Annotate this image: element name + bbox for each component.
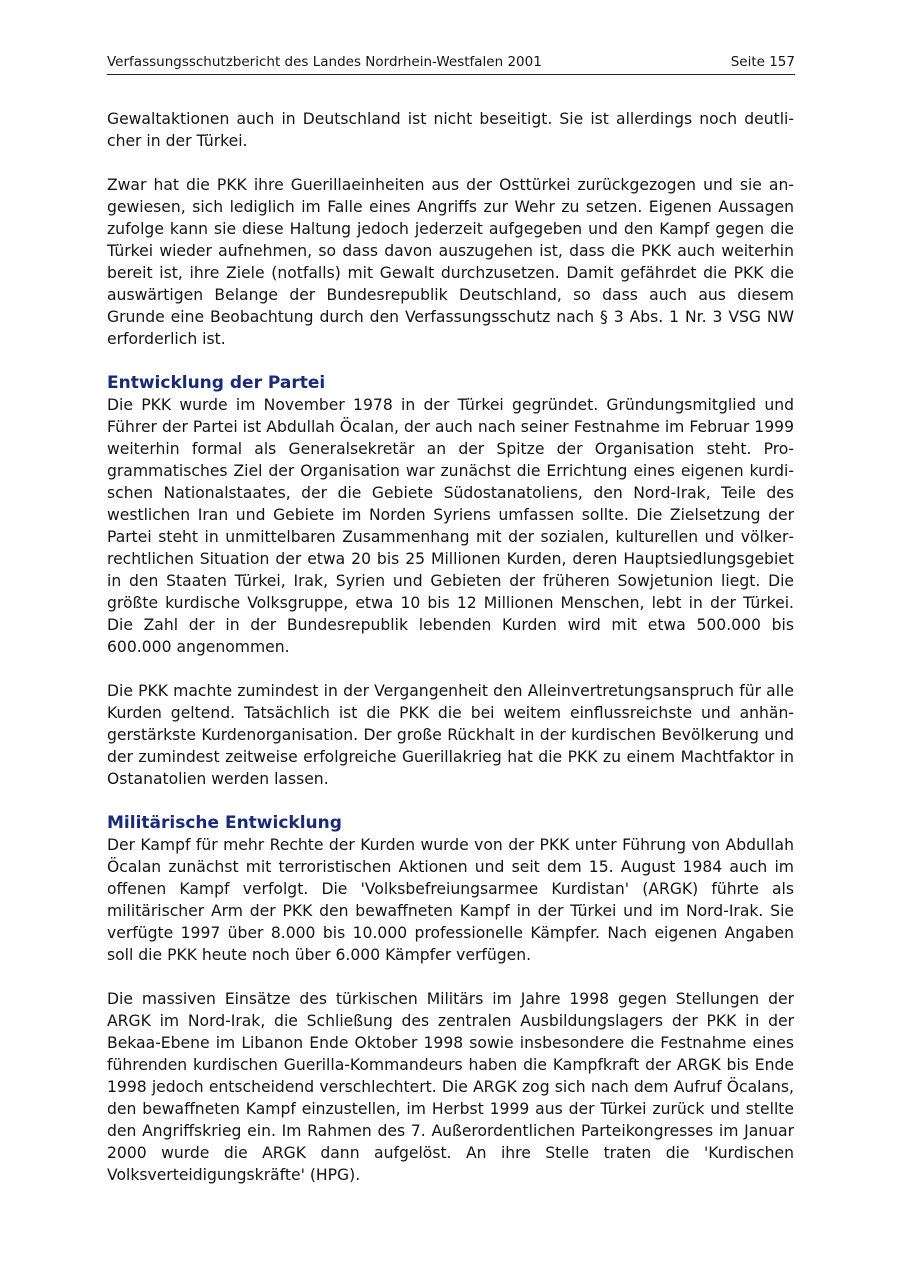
paragraph: Die PKK machte zumindest in der Vergangenheit den Alleinvertretungsanspruch für alle Kurden geltend. Tatsächlich ist die PKK die bei weitem einflussreichste und anhängerstärkste Kurdenorganisation. Der große Rückhalt in der kurdischen Bevölkerung und der zumindest zeitweise erfolgreiche Guerillakrieg hat die PKK zu einem Machtfaktor in Ostanatolien werden lassen. (107, 682, 794, 788)
paragraph: Zwar hat die PKK ihre Guerillaeinheiten aus der Osttürkei zurückgezogen und sie angewiesen, sich lediglich im Falle eines Angriffs zur Wehr zu setzen. Eigenen Aussagen zufolge kann sie diese Haltung jedoch jederzeit aufgegeben und den Kampf gegen die Türkei wieder aufnehmen, so dass davon auszugehen ist, dass die PKK auch weiterhin bereit ist, ihre Ziele (notfalls) mit Gewalt durchzusetzen. Damit gefährdet die PKK die auswärtigen Belange der Bundesrepublik Deutschland, so dass auch aus diesem Grunde eine Beobachtung durch den Verfassungsschutz nach § 3 Abs. 1 Nr. 3 VSG NW erforderlich ist. (107, 176, 794, 348)
document-body (107, 108, 794, 1186)
page-header (107, 52, 795, 75)
page-number: Seite 157 (730, 54, 795, 70)
paragraph: Die PKK wurde im November 1978 in der Türkei gegründet. Gründungsmitglied und Führer der Partei ist Abdullah Öcalan, der auch nach seiner Festnahme im Februar 1999 weiterhin formal als Generalsekretär an der Spitze der Organisation steht. Programmatisches Ziel der Organisation war zunächst die Errichtung eines eigenen kurdischen Nationalstaates, der die Gebiete Südostanatoliens, den Nord-Irak, Teile des westlichen Iran und Gebiete im Norden Syriens umfassen sollte. Die Zielsetzung der Partei steht in unmittelbaren Zusammenhang mit der sozialen, kulturellen und völkerrechtlichen Situation der etwa 20 bis 25 Millionen Kurden, deren Hauptsiedlungsgebiet in den Staaten Türkei, Irak, Syrien und Gebieten der früheren Sowjetunion liegt. Die größte kurdische Volksgruppe, etwa 10 bis 12 Millionen Menschen, lebt in der Türkei. Die Zahl der in der Bundesrepublik lebenden Kurden wird mit etwa 500.000 bis 600.000 angenommen. (107, 396, 794, 656)
section-heading-militaerisch: Militärische Entwicklung (107, 813, 342, 833)
paragraph: Gewaltaktionen auch in Deutschland ist nicht beseitigt. Sie ist allerdings noch deutlicher in der Türkei. (107, 110, 794, 150)
section-heading-entwicklung: Entwicklung der Partei (107, 373, 326, 393)
paragraph: Der Kampf für mehr Rechte der Kurden wurde von der PKK unter Führung von Abdullah Öcalan zunächst mit terroristischen Aktionen und seit dem 15. August 1984 auch im offenen Kampf verfolgt. Die 'Volksbefreiungsarmee Kurdistan' (ARGK) führte als militärischer Arm der PKK den bewaffneten Kampf in der Türkei und im Nord-Irak. Sie verfügte 1997 über 8.000 bis 10.000 professionelle Kämpfer. Nach eigenen Angaben soll die PKK heute noch über 6.000 Kämpfer verfügen. (107, 836, 794, 964)
header-title: Verfassungsschutzbericht des Landes Nordrhein-Westfalen 2001 (107, 54, 542, 70)
paragraph: Die massiven Einsätze des türkischen Militärs im Jahre 1998 gegen Stellungen der ARGK im Nord-Irak, die Schließung des zentralen Ausbildungslagers der PKK in der Bekaa-Ebene im Libanon Ende Oktober 1998 sowie insbesondere die Festnahme eines führenden kurdischen Guerilla-Kommandeurs haben die Kampfkraft der ARGK bis Ende 1998 jedoch entscheidend verschlechtert. Die ARGK zog sich nach dem Aufruf Öcalans, den bewaffneten Kampf einzustellen, im Herbst 1999 aus der Türkei zurück und stellte den Angriffskrieg ein. Im Rahmen des 7. Außerordentlichen Parteikongresses im Januar 2000 wurde die ARGK dann aufgelöst. An ihre Stelle traten die 'Kurdischen Volksverteidigungskräfte' (HPG). (107, 990, 794, 1184)
